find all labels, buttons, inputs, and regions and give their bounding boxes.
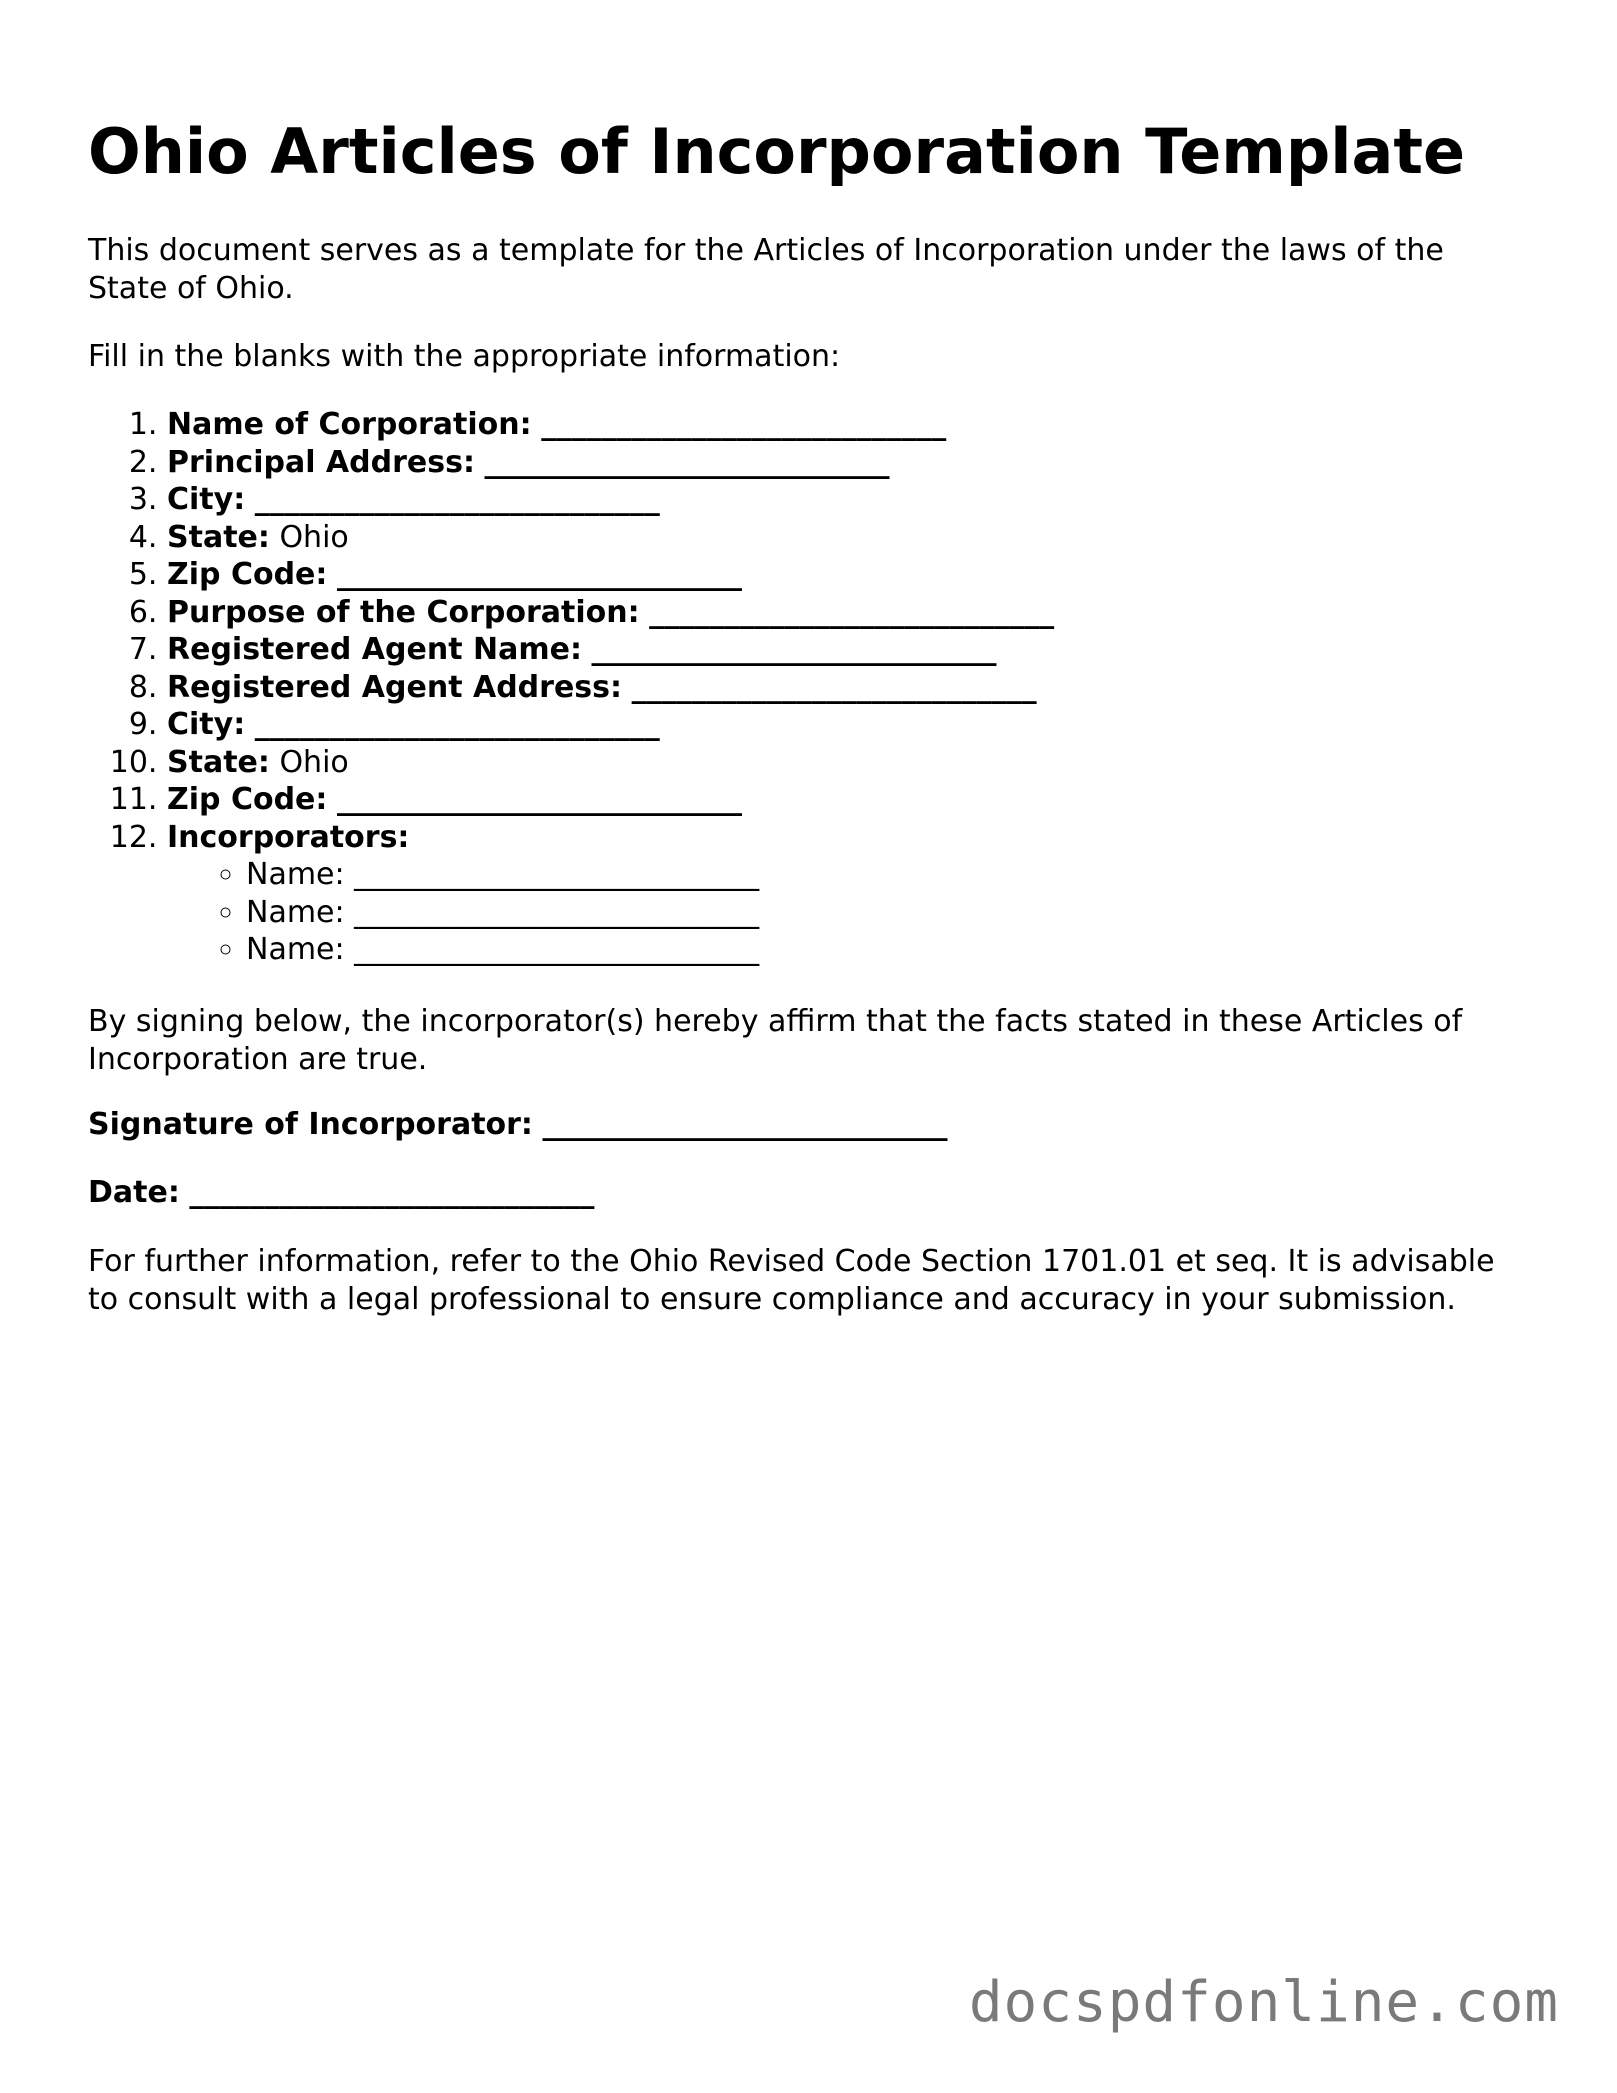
- field-purpose: [167, 594, 1054, 632]
- signature-label: Signature of Incorporator:: [88, 1107, 533, 1142]
- further-info-paragraph: For further information, refer to the Ohio Revised Code Section 1701.01 et seq. It is advisable to consult with a legal professional to ensure compliance and accuracy in your submission.: [88, 1244, 1495, 1317]
- field-label: State:: [167, 519, 270, 555]
- field-label: Purpose of the Corporation:: [167, 594, 640, 630]
- field-label: Name:: [246, 894, 345, 930]
- field-agent-name: [167, 631, 1054, 669]
- field-label: City:: [167, 482, 246, 517]
- field-blank: ___________________________: [354, 857, 760, 892]
- field-blank: ___________________________: [631, 669, 1037, 705]
- incorporator-name: [246, 931, 1054, 969]
- field-agent-state: [167, 744, 1054, 782]
- field-blank: ___________________________: [254, 482, 660, 517]
- field-label: City:: [167, 707, 246, 742]
- field-label: Registered Agent Name:: [167, 632, 582, 667]
- field-blank: ___________________________: [336, 557, 742, 592]
- field-corporation-name: [167, 406, 1054, 444]
- field-agent-city: [167, 706, 1054, 744]
- intro-paragraph: This document serves as a template for the Articles of Incorporation under the laws of the State of Ohio.: [88, 233, 1444, 306]
- date-blank: ___________________________: [189, 1175, 595, 1210]
- field-blank: ___________________________: [354, 932, 760, 967]
- field-value: Ohio: [279, 744, 349, 780]
- affirmation-paragraph: By signing below, the incorporator(s) hereby affirm that the facts stated in these Articles of Incorporation are true.: [88, 1004, 1463, 1077]
- field-label: Name:: [246, 932, 345, 967]
- field-label: Registered Agent Address:: [167, 669, 623, 705]
- field-state: [167, 519, 1054, 557]
- field-label: Zip Code:: [167, 557, 328, 592]
- incorporator-name: [246, 894, 1054, 932]
- field-label: Zip Code:: [167, 782, 328, 817]
- page-title: Ohio Articles of Incorporation Template: [88, 115, 1466, 188]
- field-city: [167, 481, 1054, 519]
- field-label: Principal Address:: [167, 444, 475, 480]
- signature-line: [88, 1106, 947, 1144]
- field-blank: ___________________________: [354, 894, 760, 930]
- field-label: Incorporators:: [167, 819, 410, 855]
- field-blank: ___________________________: [541, 407, 947, 442]
- incorporators-list: [167, 856, 1054, 969]
- field-label: State:: [167, 744, 270, 780]
- watermark: docspdfonline.com: [968, 1970, 1559, 2035]
- field-blank: ___________________________: [254, 707, 660, 742]
- fields-list: [88, 406, 1054, 969]
- signature-blank: ___________________________: [542, 1107, 948, 1142]
- field-incorporators: [167, 819, 1054, 969]
- date-label: Date:: [88, 1175, 180, 1210]
- field-label: Name of Corporation:: [167, 407, 532, 442]
- field-principal-address: [167, 444, 1054, 482]
- field-agent-zip-code: [167, 781, 1054, 819]
- date-line: [88, 1174, 594, 1212]
- field-label: Name:: [246, 857, 345, 892]
- field-zip-code: [167, 556, 1054, 594]
- field-blank: ___________________________: [591, 632, 997, 667]
- field-blank: ___________________________: [336, 782, 742, 817]
- field-value: Ohio: [279, 519, 349, 555]
- incorporator-name: [246, 856, 1054, 894]
- field-blank: ___________________________: [484, 444, 890, 480]
- field-agent-address: [167, 669, 1054, 707]
- field-blank: ___________________________: [649, 594, 1055, 630]
- instruction-paragraph: Fill in the blanks with the appropriate information:: [88, 339, 841, 374]
